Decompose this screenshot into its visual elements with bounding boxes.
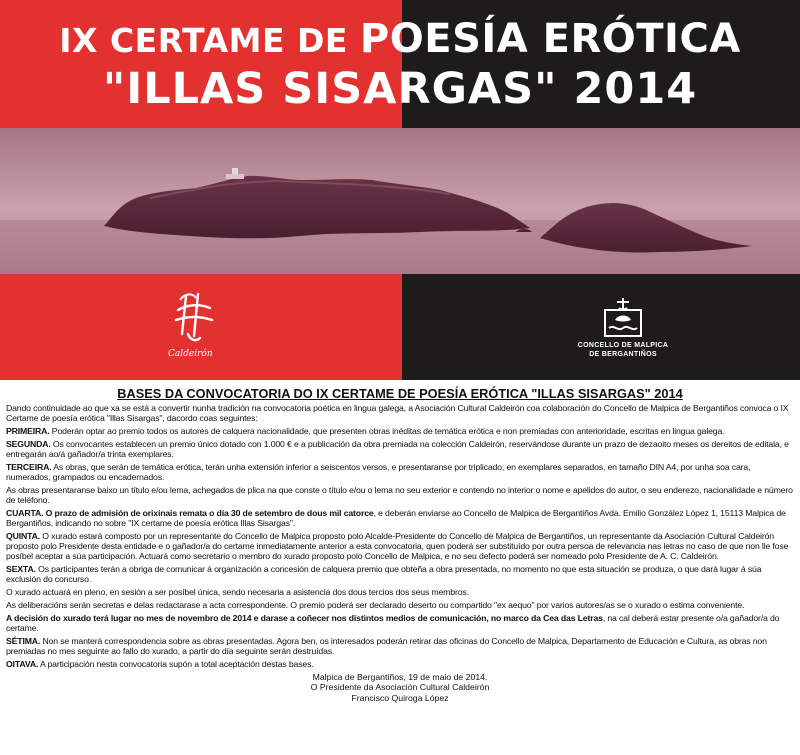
caldeiron-signature: Caldeirón xyxy=(168,349,213,359)
title-line-1-part-2: POESÍA ERÓTICA xyxy=(359,16,741,62)
setima-paragraph xyxy=(6,636,794,656)
title-line-2: "ILLAS SISARGAS" 2014 xyxy=(102,64,698,114)
quinta-paragraph xyxy=(6,531,794,562)
intro-paragraph: Dando continuidade ao que xa se está a convertir nunha tradición na convocatoria poética en lingua galega, a Asociación Cultural Caldeirón coa colaboración do Concello de Malpica de Bergantiños convoca o IX Certame de poesía erótica "Illas Sisargas", dacordo coas seguintes: xyxy=(6,403,789,424)
malpica-logo xyxy=(568,294,678,374)
bases-text xyxy=(6,386,794,703)
cuarta-paragraph xyxy=(6,508,794,528)
sexta-text: Os participantes terán a obriga de comunicar á organización a concesión de calquera premio que obteña a obra presentada, no momento no que esta situación se produza, o que dará lugar á súa exclusión do concurso. xyxy=(6,564,762,585)
terceira-paragraph-2: As obras presentaranse baixo un título e/ou lema, achegados de plica na que conste o título e/ou o lema no seu exterior e contendo no interior o nome e apelidos do autor, o seu enderezo, nacionalidade e número de teléfono. xyxy=(6,484,793,505)
malpica-crest-icon xyxy=(568,294,678,342)
primeira-paragraph xyxy=(6,426,794,436)
decision-tail: , na cal deberá estar presente o/a gañador/a do certame. xyxy=(6,612,780,633)
signature-date: Malpica de Bergantiños, 19 de maio de 2014. xyxy=(312,671,488,682)
terceira-label: TERCEIRA. xyxy=(6,461,52,472)
terceira-paragraph xyxy=(6,462,794,482)
decision-text: A decisión do xurado terá lugar no mes de novembro de 2014 e darase a coñecer nos distintos medios de comunicación, no marco da Cea das Letras xyxy=(6,612,603,623)
bases-heading xyxy=(6,386,794,401)
signature-block xyxy=(6,672,794,703)
cuarta-label: CUARTA. xyxy=(6,507,44,518)
decision-paragraph xyxy=(6,613,794,633)
sexta-paragraph-2: O xurado actuará en pleno, en sesión a ser posíbel única, sendo necesaria a asistencia dos dous tercios dos seus membros. xyxy=(6,587,469,597)
setima-text: Non se manterá correspondencia sobre as obras presentadas. Agora ben, os interesados poderán retirar das oficinas do Concello de Malpica, Departamento de Educación e Cultura, as obras non premiadas no mes seguinte ao fallo do xurado, a partir do día seguinte serán destruídas. xyxy=(6,635,767,656)
segunda-text: Os convocantes establecen un premio único dotado con 1.000 € e a publicación da obra premiada na colección Caldeirón, reservándose durante un prazo de dezaoito meses os dereitos de editala, e entregarán ao/á gañador/a trinta exemplares. xyxy=(6,438,789,459)
cuarta-text: , e deberán enviarse ao Concello de Malpica de Bergantiños Avda. Emilio González López 1, 15113 Malpica de Bergantiños, indicando no sobre "IX certame de poesía erótica Illas Sisargas". xyxy=(6,507,786,528)
malpica-line-2: DE BERGANTIÑOS xyxy=(589,351,657,358)
segunda-paragraph xyxy=(6,439,794,459)
building xyxy=(226,174,244,179)
oitava-paragraph xyxy=(6,659,794,669)
malpica-line-1: CONCELLO DE MALPICA xyxy=(577,342,669,349)
oitava-text: A participación nesta convocatoria supón a total aceptación destas bases. xyxy=(38,658,314,669)
bases-heading-text: BASES DA CONVOCATORIA DO IX CERTAME DE POESÍA ERÓTICA "ILLAS SISARGAS" 2014 xyxy=(117,386,683,401)
quinta-label: QUINTA. xyxy=(6,530,41,541)
segunda-label: SEGUNDA. xyxy=(6,438,51,449)
title-line-1 xyxy=(0,16,800,62)
sexta-paragraph xyxy=(6,564,794,584)
setima-label: SÉTIMA. xyxy=(6,635,41,646)
signature-name: Francisco Quiroga López xyxy=(351,692,449,703)
primeira-label: PRIMEIRA. xyxy=(6,426,50,436)
sexta-paragraph-3: As deliberacións serán secretas e delas redactarase a acta correspondente. O premio poderá ser declarado deserto ou compartido "ex aequo" por varios autores/as se o xurado o estima conveniente. xyxy=(6,599,745,610)
title-line-1-part-1: IX CERTAME DE xyxy=(59,21,360,60)
islands-photo xyxy=(0,128,800,274)
caldeiron-logo xyxy=(160,290,230,370)
oitava-label: OITAVA. xyxy=(6,658,39,669)
cuarta-bold: O prazo de admisión de orixinais remata o día 30 de setembro de dous mil catorce xyxy=(43,507,374,518)
sexta-label: SEXTA. xyxy=(6,564,36,574)
caldeiron-emblem-icon xyxy=(160,290,230,370)
signature-role: O Presidente da Asociación Cultural Caldeirón xyxy=(310,682,490,693)
quinta-text: O xurado estará composto por un representante do Concello de Malpica proposto polo Alcalde-Presidente do Concello de Malpica de Bergantiños, un representante da Asociación Cultural Caldeirón proposto polo Presidente desta entidade e o gañador/a do certame inmediatamente anterior a esta convocatoria, quen poderá ser substituído por outra persoa de relevancia nas letras no caso de que non lle fose posíbel aceptar a súa participación. Actuará como secretario o membro do xurado proposto polo Concello de Malpica, e no seu defecto poderá ser nomeado polo Presidente de A. C. Caldeirón. xyxy=(6,530,789,562)
terceira-text: As obras, que serán de temática erótica, terán unha extensión inferior a seiscentos versos, e presentaranse por triplicado, en exemplares separados, en tamaño DIN A4, por unha soa cara, numerados, grampados ou encadernados. xyxy=(6,461,751,482)
primeira-text: Poderán optar ao premio todos os autores de calquera nacionalidade, que presenten obras inéditas de temática erótica e non premiadas con anterioridade, escritas en lingua galega. xyxy=(49,426,725,436)
